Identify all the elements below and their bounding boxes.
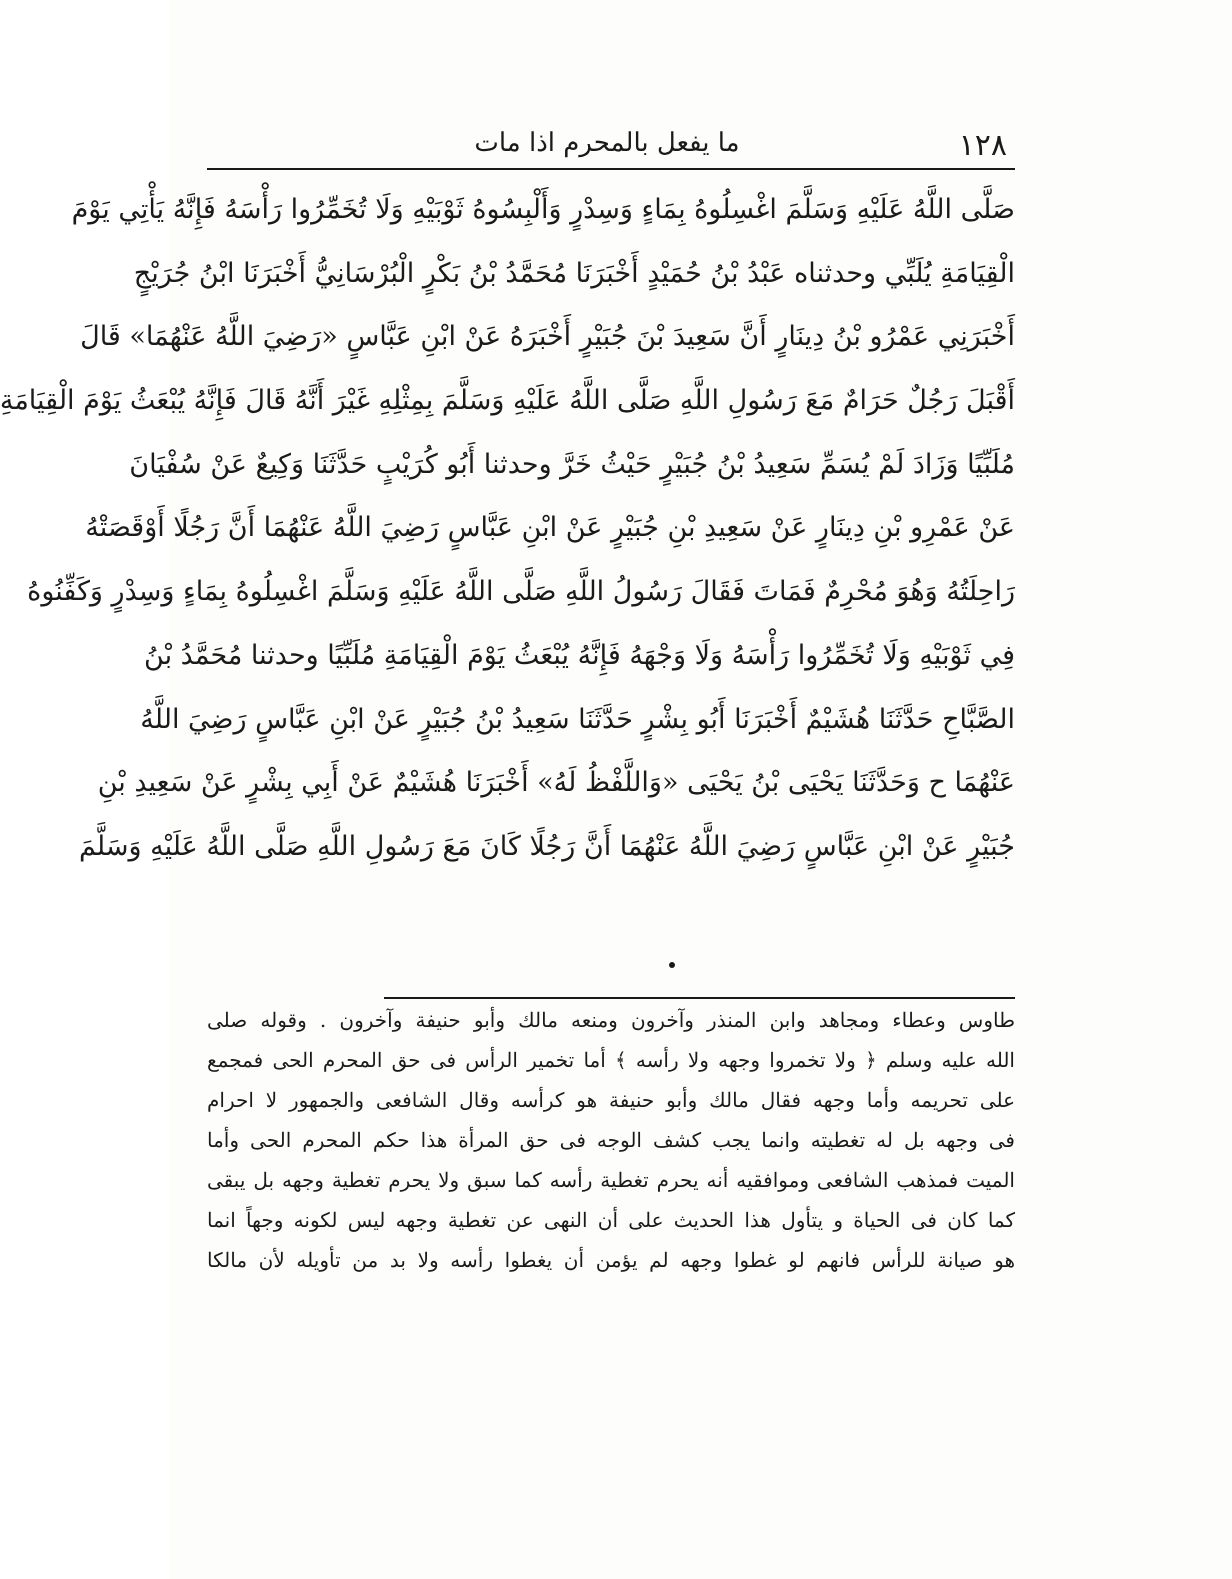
commentary-line: هو صيانة للرأس فانهم لو غطوا وجهه لم يؤمن أن يغطوا رأسه ولا بد من تأويله لأن مالكا [207,1248,1015,1272]
commentary-line: فى وجهه بل له تغطيته وانما يجب كشف الوجه فى حق المرأة هذا حكم المحرم الحى وأما [207,1128,1015,1152]
commentary-line: الميت فمذهب الشافعى وموافقيه أنه يحرم تغطية رأسه كما سبق ولا يحرم تغطية وجهه بل يبقى [207,1168,1015,1192]
page-number: ١٢٨ [958,128,1007,163]
hadith-text-block [0,178,1015,879]
page-header [207,118,1007,168]
hadith-line: رَاحِلَتُهُ وَهُوَ مُحْرِمٌ فَمَاتَ فَقَالَ رَسُولُ اللَّهِ صَلَّى اللَّهُ عَلَيْهِ وَسَلَّمَ اغْسِلُوهُ بِمَاءٍ وَسِدْرٍ وَكَفِّنُوهُ [27,576,1015,608]
hadith-line: الْقِيَامَةِ يُلَبِّي وحدثناه عَبْدُ بْنُ حُمَيْدٍ أَخْبَرَنَا مُحَمَّدُ بْنُ بَكْرٍ الْبُرْسَانِيُّ أَخْبَرَنَا ابْنُ جُرَيْجٍ [133,257,1015,289]
hadith-line: عَنْهُمَا ح وَحَدَّثَنَا يَحْيَى بْنُ يَحْيَى «وَاللَّفْظُ لَهُ» أَخْبَرَنَا هُشَيْمٌ عَنْ أَبِي بِشْرٍ عَنْ سَعِيدِ بْنِ [97,767,1015,799]
hadith-line: عَنْ عَمْرِو بْنِ دِينَارٍ عَنْ سَعِيدِ بْنِ جُبَيْرٍ عَنْ ابْنِ عَبَّاسٍ رَضِيَ اللَّهُ عَنْهُمَا أَنَّ رَجُلًا أَوْقَصَتْهُ [85,512,1015,544]
hadith-line: مُلَبِّيًا وَزَادَ لَمْ يُسَمِّ سَعِيدُ بْنُ جُبَيْرٍ حَيْثُ خَرَّ وحدثنا أَبُو كُرَيْبٍ حَدَّثَنَا وَكِيعٌ عَنْ سُفْيَانَ [129,448,1015,480]
header-rule [207,168,1015,170]
hadith-line: أَقْبَلَ رَجُلٌ حَرَامٌ مَعَ رَسُولِ اللَّهِ صَلَّى اللَّهُ عَلَيْهِ وَسَلَّمَ بِمِثْلِهِ غَيْرَ أَنَّهُ قَالَ فَإِنَّهُ يُبْعَثُ يَوْمَ الْقِيَامَةِ [0,385,1015,417]
dot-mark [669,962,675,968]
commentary-line: كما كان فى الحياة و يتأول هذا الحديث على أن النهى عن تغطية وجهه ليس لكونه وجهاً انما [207,1208,1015,1232]
hadith-line: جُبَيْرٍ عَنْ ابْنِ عَبَّاسٍ رَضِيَ اللَّهُ عَنْهُمَا أَنَّ رَجُلًا كَانَ مَعَ رَسُولِ اللَّهِ صَلَّى اللَّهُ عَلَيْهِ وَسَلَّمَ [78,830,1015,862]
commentary-rule [384,997,1015,999]
hadith-line: صَلَّى اللَّهُ عَلَيْهِ وَسَلَّمَ اغْسِلُوهُ بِمَاءٍ وَسِدْرٍ وَأَلْبِسُوهُ ثَوْبَيْهِ وَلَا تُخَمِّرُوا رَأْسَهُ فَإِنَّهُ يَأْتِي يَوْمَ [71,194,1015,225]
hadith-line: الصَّبَّاحِ حَدَّثَنَا هُشَيْمٌ أَخْبَرَنَا أَبُو بِشْرٍ حَدَّثَنَا سَعِيدُ بْنُ جُبَيْرٍ عَنْ ابْنِ عَبَّاسٍ رَضِيَ اللَّهُ [140,703,1015,735]
hadith-line: فِي ثَوْبَيْهِ وَلَا تُخَمِّرُوا رَأْسَهُ وَلَا وَجْهَهُ فَإِنَّهُ يُبْعَثُ يَوْمَ الْقِيَامَةِ مُلَبِّيًا وحدثنا مُحَمَّدُ بْنُ [144,639,1015,671]
running-title: ما يفعل بالمحرم اذا مات [474,128,740,158]
commentary-block [207,1000,1015,1280]
hadith-line: أَخْبَرَنِي عَمْرُو بْنُ دِينَارٍ أَنَّ سَعِيدَ بْنَ جُبَيْرٍ أَخْبَرَهُ عَنْ ابْنِ عَبَّاسٍ «رَضِيَ اللَّهُ عَنْهُمَا» قَالَ [80,321,1015,353]
commentary-line: الله عليه وسلم ﴿ ولا تخمروا وجهه ولا رأسه ﴾ أما تخمير الرأس فى حق المحرم الحى فمجمع [207,1048,1015,1072]
commentary-line: على تحريمه وأما وجهه فقال مالك وأبو حنيفة هو كرأسه وقال الشافعى والجمهور لا احرام [207,1088,1015,1112]
commentary-line: طاوس وعطاء ومجاهد وابن المنذر وآخرون ومنعه مالك وأبو حنيفة وآخرون . وقوله صلى [207,1008,1015,1032]
